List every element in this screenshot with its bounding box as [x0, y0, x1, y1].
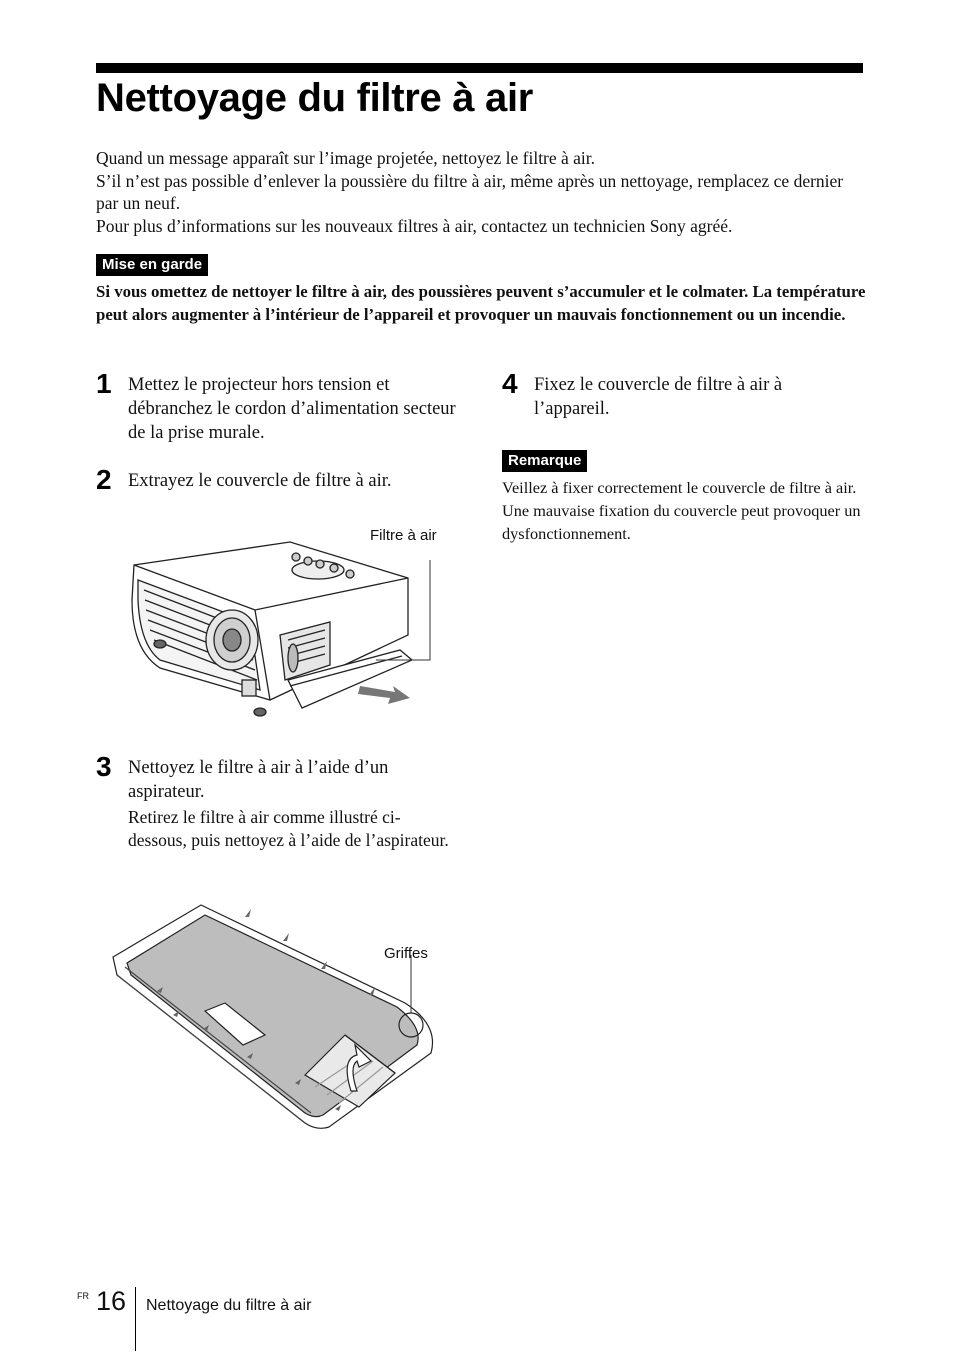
step-4-number: 4 [502, 368, 518, 399]
projector-illustration [120, 540, 460, 725]
page-title: Nettoyage du filtre à air [96, 76, 534, 120]
step-1-number: 1 [96, 368, 112, 399]
caution-text: Si vous omettez de nettoyer le filtre à air, des poussières peuvent s’accumuler et le colmater. La température peut alors augmenter à l’intérieur de l’appareil et provoquer un mauvais fonctionnement ou un incendie. [96, 282, 866, 324]
air-filter-illustration [105, 895, 445, 1135]
footer-rule [135, 1287, 136, 1351]
step-3-detail: Retirez le filtre à air comme illustré ci-dessous, puis nettoyez à l’aide de l’aspirateur. [128, 807, 449, 850]
intro-line-1: Quand un message apparaît sur l’image projetée, nettoyez le filtre à air. [96, 148, 596, 168]
title-rule [96, 63, 863, 73]
footer-section-title: Nettoyage du filtre à air [146, 1297, 312, 1314]
step-2-number: 2 [96, 464, 112, 495]
note-label: Remarque [502, 450, 587, 472]
filter-callout-label: Griffes [384, 945, 428, 962]
step-3-text: Nettoyez le filtre à air à l’aide d’un aspirateur. [128, 758, 389, 802]
caution-label: Mise en garde [96, 254, 208, 276]
step-3-number: 3 [96, 751, 112, 782]
step-4-text: Fixez le couvercle de filtre à air à l’appareil. [534, 375, 783, 419]
footer-page-number: 16 [96, 1286, 127, 1316]
intro-text [96, 147, 866, 237]
footer-language: FR [77, 1291, 89, 1301]
step-2-text: Extrayez le couvercle de filtre à air. [128, 471, 392, 491]
step-1-text: Mettez le projecteur hors tension et débranchez le cordon d’alimentation secteur de la prise murale. [128, 375, 456, 443]
intro-line-3: Pour plus d’informations sur les nouveaux filtres à air, contactez un technicien Sony agréé. [96, 215, 733, 236]
projector-callout-label: Filtre à air [370, 527, 437, 544]
intro-line-2: S’il n’est pas possible d’enlever la poussière du filtre à air, même après un nettoyage, remplacez ce dernier par un neuf. [96, 170, 844, 214]
note-text: Veillez à fixer correctement le couvercle de filtre à air. Une mauvaise fixation du couvercle peut provoquer un dysfonctionnement. [502, 478, 861, 543]
